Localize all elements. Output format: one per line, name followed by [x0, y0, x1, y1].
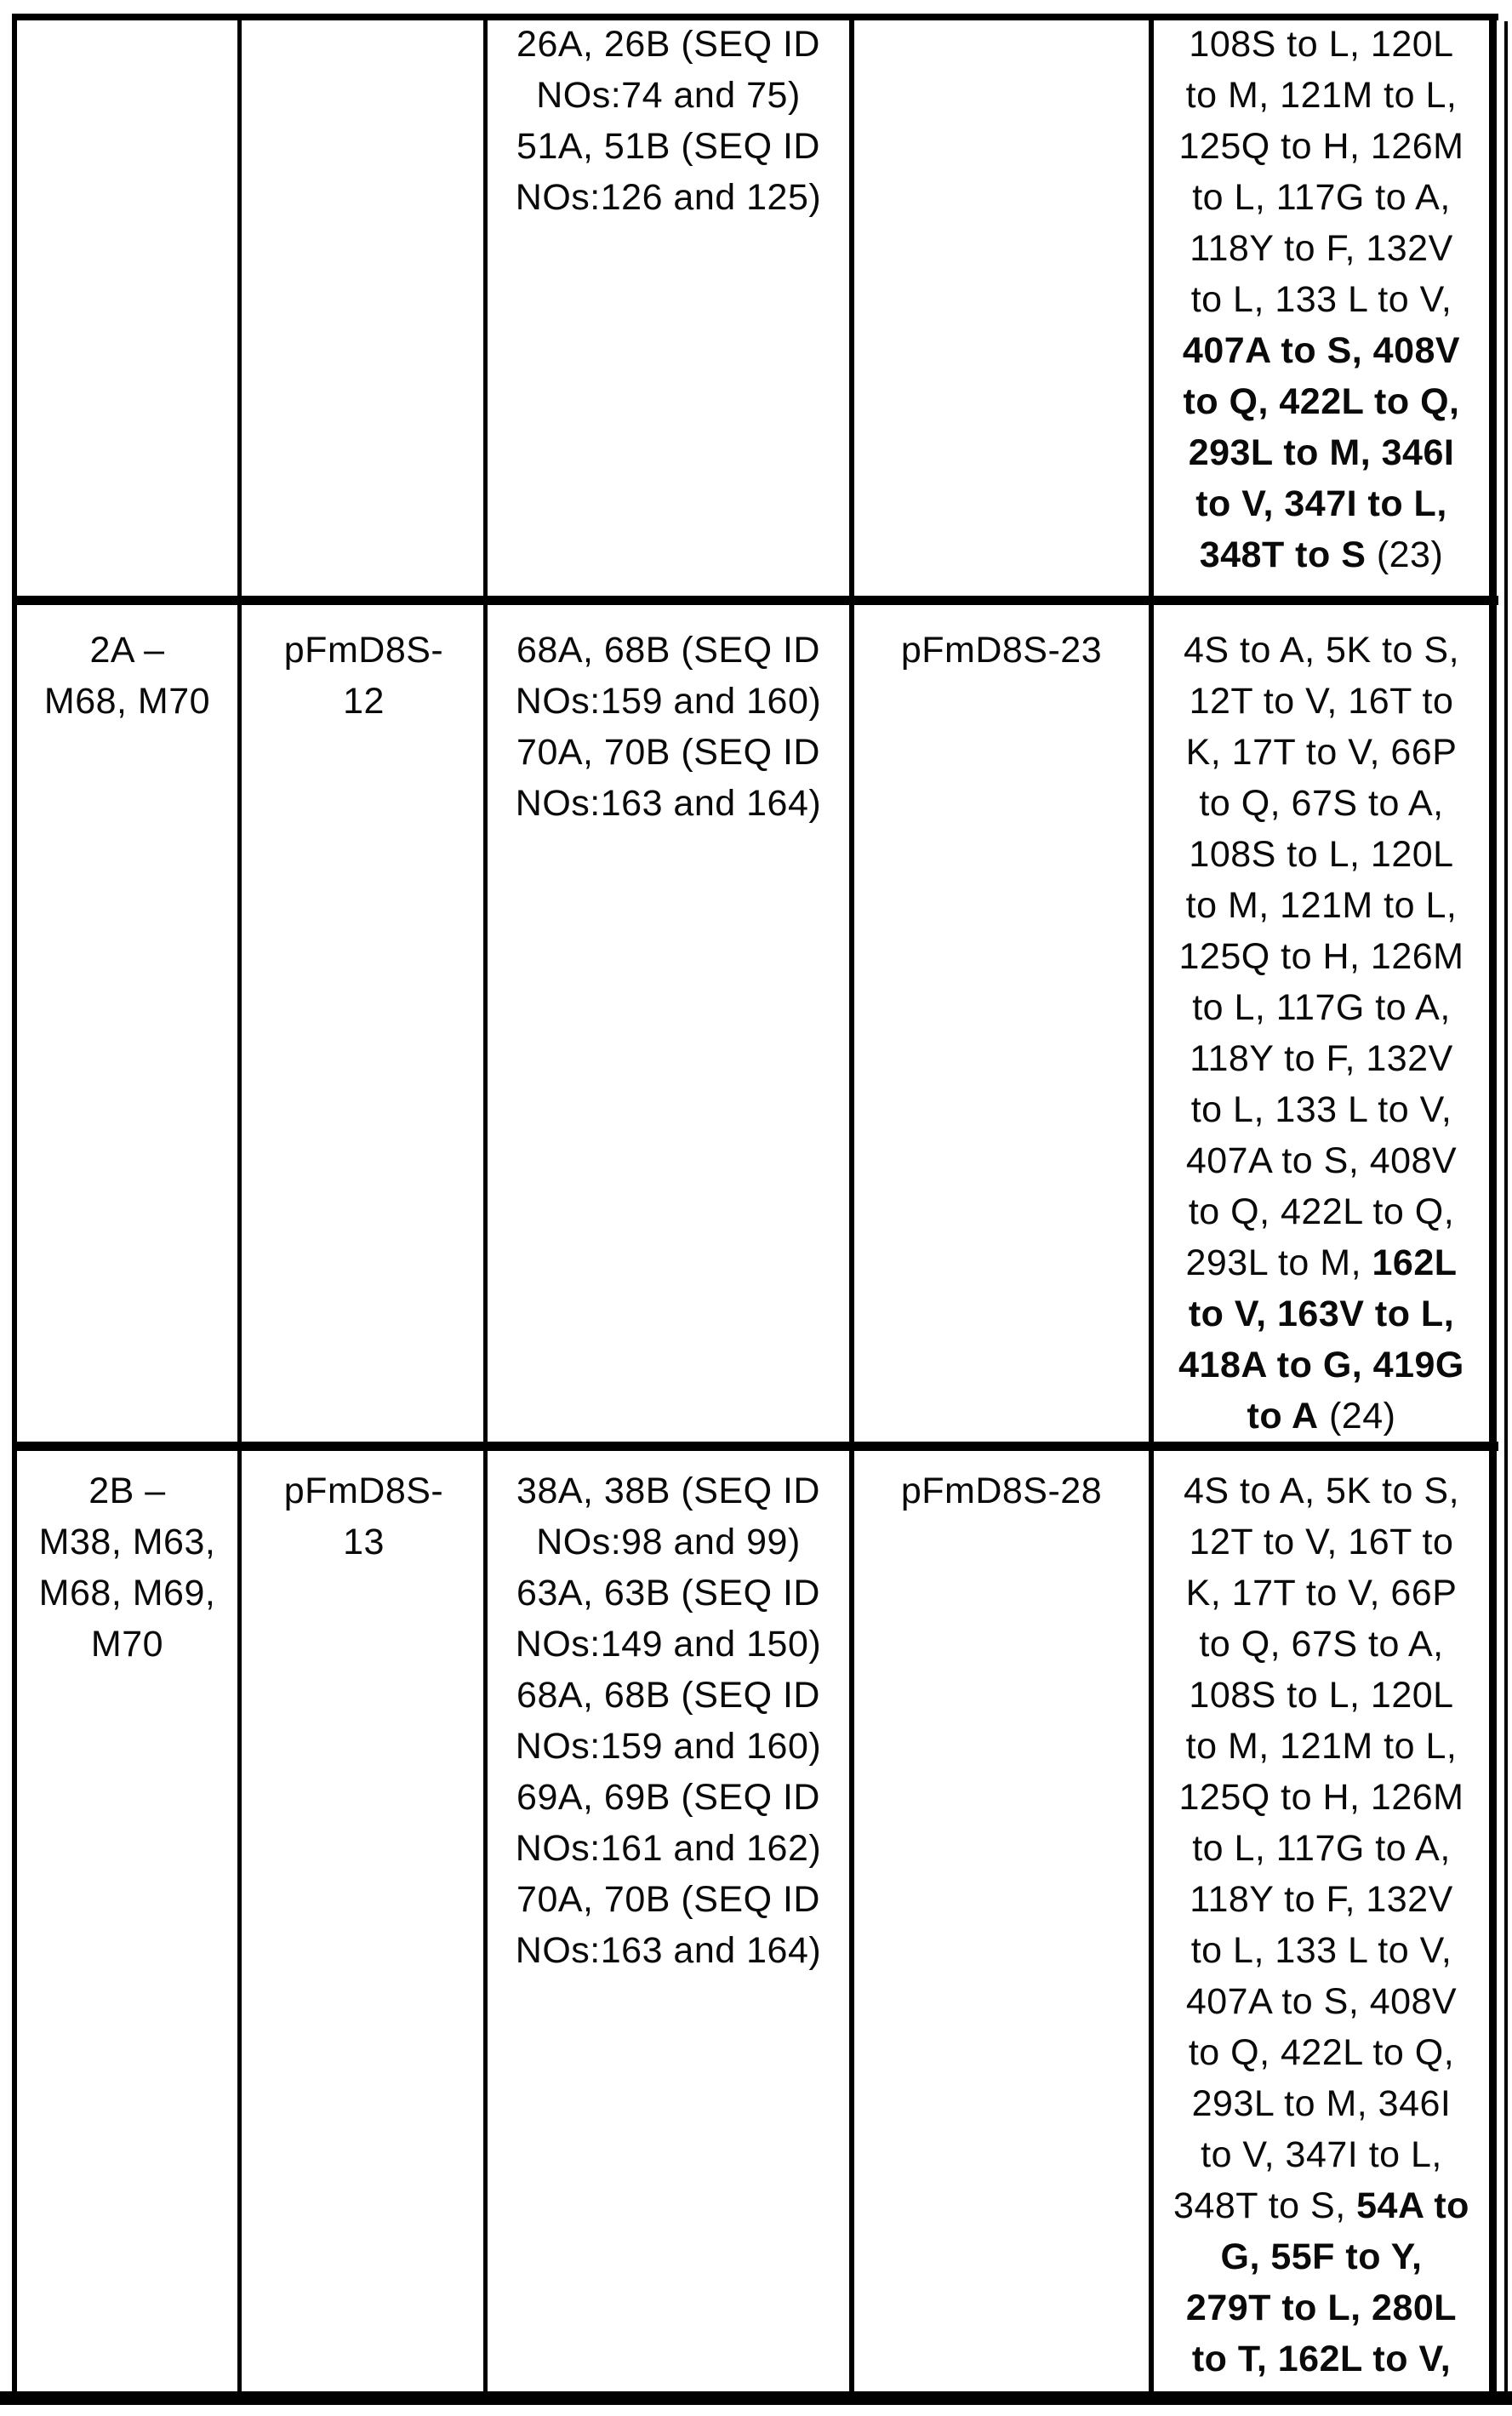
table-cell-line [488, 625, 849, 676]
mutation-text: 70A, 70B (SEQ ID [516, 1879, 820, 1920]
table-cell-line [488, 1772, 849, 1823]
table-cell-line [1154, 19, 1489, 70]
mutation-text: K, 17T to V, 66P [1185, 732, 1458, 773]
table-border-bottom [0, 2391, 1512, 2405]
table-cell-line [1154, 2027, 1489, 2078]
table-cell-line [1154, 2282, 1489, 2333]
mutation-text: M68, M69, [38, 1573, 216, 1614]
mutation-text: 118Y to F, 132V [1190, 1879, 1453, 1920]
mutation-text: 125Q to H, 126M [1178, 126, 1464, 167]
table-cell-line [488, 1516, 849, 1568]
table-cell-line [1154, 1465, 1489, 1516]
table-cell-line [1154, 1237, 1489, 1288]
mutation-text: 118Y to F, 132V [1190, 228, 1453, 269]
table-cell-line [1154, 1339, 1489, 1391]
mutation-text: 51A, 51B (SEQ ID [516, 126, 820, 167]
table-cell-line [1154, 778, 1489, 829]
mutation-text: 63A, 63B (SEQ ID [516, 1573, 820, 1614]
table-cell-line [244, 625, 483, 676]
table-cell-line [854, 1465, 1149, 1516]
mutation-text: pFmD8S- [283, 630, 444, 671]
mutation-text: to V, 347I to L, [1201, 2134, 1442, 2175]
table-cell-line [1154, 829, 1489, 880]
mutation-text: 2A – [89, 630, 165, 671]
table-cell-line [17, 625, 237, 676]
table-cell-line [1154, 931, 1489, 982]
table-cell-line [488, 1925, 849, 1976]
mutation-text: 407A to S, 408V [1185, 1981, 1458, 2022]
mutation-text: to M, 121M to L, [1185, 1726, 1458, 1767]
table-border-right [1489, 14, 1497, 2398]
mutation-text: 70A, 70B (SEQ ID [516, 732, 820, 773]
table-cell-line [1154, 1874, 1489, 1925]
table-cell-r3-c4 [854, 1465, 1149, 1516]
mutation-text: NOs:149 and 150) [515, 1624, 822, 1665]
table-col-divider-3 [849, 14, 854, 2398]
mutation-text: 125Q to H, 126M [1178, 1777, 1464, 1818]
table-cell-line [1154, 376, 1489, 427]
mutation-text: to Q, 422L to Q, [1188, 2032, 1455, 2073]
mutation-text: 125Q to H, 126M [1178, 936, 1464, 977]
mutation-text: K, 17T to V, 66P [1185, 1573, 1458, 1614]
table-cell-line [1154, 2129, 1489, 2180]
table-cell-line [488, 1465, 849, 1516]
mutation-text: M70 [90, 1624, 164, 1665]
table-cell-line [1154, 625, 1489, 676]
table-row-divider-1 [12, 596, 1498, 605]
mutation-text: to L, 117G to A, [1192, 177, 1451, 218]
table-cell-line [488, 676, 849, 727]
mutation-text-bold: 418A to G, 419G [1178, 1345, 1464, 1385]
mutation-text: (23) [1366, 534, 1444, 575]
mutation-text: to L, 117G to A, [1192, 987, 1451, 1028]
mutation-text: to Q, 67S to A, [1199, 783, 1444, 824]
mutation-text: 293L to M, [1185, 1242, 1372, 1283]
mutation-text: NOs:159 and 160) [515, 681, 822, 722]
table-cell-line [1154, 274, 1489, 325]
mutation-text-bold: to V, 347I to L, [1195, 483, 1447, 524]
table-cell-line [17, 1619, 237, 1670]
table-cell-line [488, 1874, 849, 1925]
table-cell-line [1154, 1288, 1489, 1339]
mutation-text: to L, 133 L to V, [1190, 1089, 1452, 1130]
table-cell-line [1154, 676, 1489, 727]
table-cell-line [488, 70, 849, 121]
mutation-text: to Q, 422L to Q, [1188, 1191, 1455, 1232]
mutation-text: 12 [343, 681, 385, 722]
mutation-text: to M, 121M to L, [1185, 885, 1458, 926]
mutation-text-bold: 407A to S, 408V [1182, 330, 1461, 371]
mutation-text-bold: 162L [1372, 1242, 1458, 1283]
mutation-text: NOs:159 and 160) [515, 1726, 822, 1767]
table-cell-line [1154, 1186, 1489, 1237]
mutation-text: 12T to V, 16T to [1189, 681, 1454, 722]
table-cell-r3-c3 [488, 1465, 849, 1976]
table-cell-r2-c5 [1154, 625, 1489, 1442]
table-cell-line [1154, 1084, 1489, 1135]
table-cell-line [17, 1568, 237, 1619]
table-cell-line [17, 1465, 237, 1516]
table-cell-line [488, 19, 849, 70]
mutation-text: M68, M70 [43, 681, 211, 722]
mutation-text: 108S to L, 120L [1189, 834, 1454, 875]
table-cell-line [1154, 1772, 1489, 1823]
table-col-divider-1 [237, 14, 242, 2398]
table-cell-r2-c4 [854, 625, 1149, 676]
mutation-text: pFmD8S-23 [900, 630, 1103, 671]
mutation-text: NOs:163 and 164) [515, 1930, 822, 1971]
table-cell-line [1154, 121, 1489, 172]
mutation-text-bold: G, 55F to Y, [1220, 2236, 1423, 2277]
mutation-text: 108S to L, 120L [1189, 24, 1454, 65]
table-cell-r2-c3 [488, 625, 849, 829]
mutation-text: 69A, 69B (SEQ ID [516, 1777, 820, 1818]
mutation-text: 407A to S, 408V [1185, 1140, 1458, 1181]
mutation-text: to L, 133 L to V, [1190, 279, 1452, 320]
table-cell-line [1154, 2078, 1489, 2129]
table-cell-line [1154, 727, 1489, 778]
mutation-text: NOs:74 and 75) [536, 75, 801, 116]
mutation-text: 4S to A, 5K to S, [1183, 630, 1460, 671]
table-border-left [12, 14, 17, 2398]
table-cell-line [1154, 1391, 1489, 1442]
mutation-text-bold: 293L to M, 346I [1188, 432, 1455, 473]
table-cell-line [1154, 529, 1489, 580]
mutation-text: M38, M63, [38, 1522, 216, 1562]
table-cell-line [1154, 70, 1489, 121]
table-cell-line [17, 1516, 237, 1568]
mutation-text: to Q, 67S to A, [1199, 1624, 1444, 1665]
mutation-text: 13 [343, 1522, 385, 1562]
mutation-text-bold: to A [1247, 1396, 1319, 1436]
mutation-text: NOs:98 and 99) [536, 1522, 801, 1562]
table-cell-line [488, 1721, 849, 1772]
table-cell-r1-c3 [488, 19, 849, 223]
mutation-text-bold: 279T to L, 280L [1185, 2287, 1458, 2328]
mutation-text: NOs:163 and 164) [515, 783, 822, 824]
mutation-text: 118Y to F, 132V [1190, 1038, 1453, 1079]
table-cell-line [1154, 982, 1489, 1033]
table-cell-line [1154, 2333, 1489, 2385]
mutation-text: pFmD8S- [283, 1471, 444, 1511]
mutation-text-bold: 348T to S [1199, 534, 1367, 575]
mutation-text: 348T to S, [1173, 2185, 1357, 2226]
table-cell-line [1154, 1619, 1489, 1670]
mutation-text: 293L to M, 346I [1191, 2083, 1452, 2124]
table-cell-line [1154, 1568, 1489, 1619]
page-edge-scan-line [1504, 21, 1508, 2396]
mutation-text: 12T to V, 16T to [1189, 1522, 1454, 1562]
table-cell-line [1154, 223, 1489, 274]
table-cell-line [1154, 1670, 1489, 1721]
mutation-text: NOs:126 and 125) [515, 177, 822, 218]
table-cell-line [488, 727, 849, 778]
table-cell-line [488, 172, 849, 223]
table-cell-line [488, 1823, 849, 1874]
mutation-text: 4S to A, 5K to S, [1183, 1471, 1460, 1511]
table-cell-line [1154, 1033, 1489, 1084]
table-cell-line [1154, 1721, 1489, 1772]
table-cell-line [1154, 172, 1489, 223]
table-col-divider-2 [483, 14, 488, 2398]
table-cell-r3-c2 [244, 1465, 483, 1568]
mutation-text: (24) [1318, 1396, 1396, 1436]
mutation-text: 68A, 68B (SEQ ID [516, 1675, 820, 1716]
table-cell-line [488, 1670, 849, 1721]
table-cell-line [244, 1516, 483, 1568]
mutation-text-bold: 54A to [1356, 2185, 1469, 2226]
table-cell-line [1154, 325, 1489, 376]
table-cell-line [1154, 2231, 1489, 2282]
table-cell-line [1154, 478, 1489, 529]
mutation-text: 108S to L, 120L [1189, 1675, 1454, 1716]
mutation-text-bold: to Q, 422L to Q, [1183, 381, 1460, 422]
table-cell-line [1154, 880, 1489, 931]
table-cell-line [1154, 1823, 1489, 1874]
table-cell-line [17, 676, 237, 727]
table-cell-line [1154, 1135, 1489, 1186]
table-cell-r3-c1 [17, 1465, 237, 1670]
mutation-text-bold: to T, 162L to V, [1191, 2339, 1452, 2379]
table-cell-line [854, 625, 1149, 676]
table-row-divider-2 [12, 1442, 1498, 1451]
table-cell-r1-c5 [1154, 19, 1489, 580]
table-cell-r2-c2 [244, 625, 483, 727]
mutation-text: 2B – [88, 1471, 166, 1511]
table-cell-line [244, 1465, 483, 1516]
table-cell-line [488, 1568, 849, 1619]
table-cell-line [1154, 1976, 1489, 2027]
mutation-text: 68A, 68B (SEQ ID [516, 630, 820, 671]
mutation-text: to M, 121M to L, [1185, 75, 1458, 116]
table-cell-r3-c5 [1154, 1465, 1489, 2385]
mutation-text: to L, 133 L to V, [1190, 1930, 1452, 1971]
table-cell-line [488, 121, 849, 172]
mutation-text: 38A, 38B (SEQ ID [516, 1471, 820, 1511]
table-cell-line [488, 778, 849, 829]
table-cell-r2-c1 [17, 625, 237, 727]
table-cell-line [1154, 2180, 1489, 2231]
table-cell-line [1154, 1925, 1489, 1976]
mutation-text-bold: to V, 163V to L, [1188, 1294, 1455, 1334]
table-cell-line [244, 676, 483, 727]
mutation-text: NOs:161 and 162) [515, 1828, 822, 1869]
mutation-text: pFmD8S-28 [900, 1471, 1103, 1511]
table-cell-line [1154, 1516, 1489, 1568]
table-cell-line [1154, 427, 1489, 478]
mutation-text: to L, 117G to A, [1192, 1828, 1451, 1869]
mutation-text: 26A, 26B (SEQ ID [516, 24, 820, 65]
table-cell-line [488, 1619, 849, 1670]
